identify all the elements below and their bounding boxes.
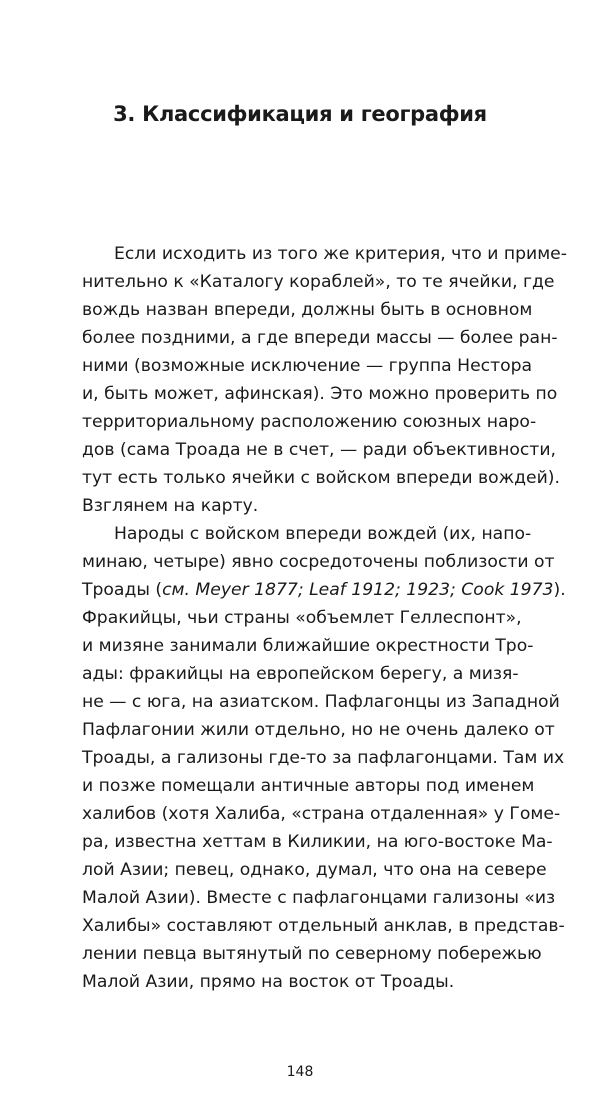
citation-prefix: Троады ( xyxy=(82,580,163,600)
body-text xyxy=(82,240,567,996)
text-line: Халибы» составляют отдельный анклав, в представ- xyxy=(82,916,565,936)
text-line: Народы с войском впереди вождей (их, напо- xyxy=(114,524,532,544)
text-line-citation xyxy=(82,576,566,604)
text-line: дов (сама Троада не в счет, — ради объективности, xyxy=(82,440,556,460)
text-line: территориальному расположению союзных наро- xyxy=(82,412,537,432)
text-line: вождь назван впереди, должны быть в основном xyxy=(82,300,533,320)
text-line: халибов (хотя Халиба, «страна отдаленная» у Гоме- xyxy=(82,804,561,824)
text-line: ними (возможные исключение — группа Нестора xyxy=(82,356,533,376)
text-line: лении певца вытянутый по северному побережью xyxy=(82,944,542,964)
text-line: Фракийцы, чьи страны «объемлет Геллеспонт», xyxy=(82,608,522,628)
paragraph-1 xyxy=(82,240,567,520)
text-line: Если исходить из того же критерия, что и приме- xyxy=(114,244,567,264)
text-line: Троады, а гализоны где-то за пафлагонцами. Там их xyxy=(82,748,565,768)
text-line: Взглянем на карту. xyxy=(82,496,259,516)
citation-suffix: ). xyxy=(553,580,566,600)
text-line: тут есть только ячейки с войском впереди вождей). xyxy=(82,468,560,488)
text-line: нительно к «Каталогу кораблей», то те ячейки, где xyxy=(82,272,555,292)
chapter-title: 3. Классификация и география xyxy=(113,102,487,126)
text-line: Пафлагонии жили отдельно, но не очень далеко от xyxy=(82,720,555,740)
text-line: Малой Азии). Вместе с пафлагонцами гализоны «из xyxy=(82,888,556,908)
text-line: и, быть может, афинская). Это можно проверить по xyxy=(82,384,558,404)
text-line: ра, известна хеттам в Киликии, на юго-востоке Ма- xyxy=(82,832,553,852)
text-line: Малой Азии, прямо на восток от Троады. xyxy=(82,972,455,992)
citation-references: см. Meyer 1877; Leaf 1912; 1923; Cook 1973 xyxy=(162,580,554,600)
text-line: и мизяне занимали ближайшие окрестности Тро- xyxy=(82,636,534,656)
text-line: не — с юга, на азиатском. Пафлагонцы из Западной xyxy=(82,692,560,712)
paragraph-2 xyxy=(82,520,566,996)
text-line: ады: фракийцы на европейском берегу, а мизя- xyxy=(82,664,519,684)
page-number: 148 xyxy=(286,1064,314,1080)
text-line: лой Азии; певец, однако, думал, что она на севере xyxy=(82,860,547,880)
text-line: более поздними, а где впереди массы — более ран- xyxy=(82,328,558,348)
text-line: и позже помещали античные авторы под именем xyxy=(82,776,535,796)
text-line: минаю, четыре) явно сосредоточены поблизости от xyxy=(82,552,555,572)
